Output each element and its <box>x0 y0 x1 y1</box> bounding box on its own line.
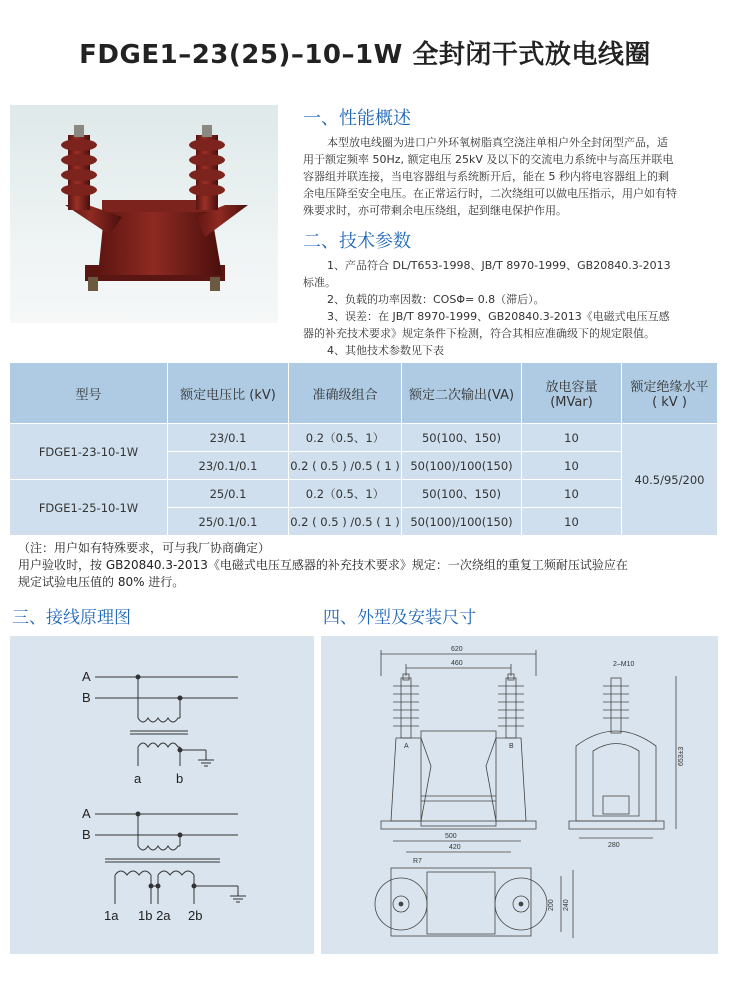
note-line: 规定试验电压值的 80% 进行。 <box>18 575 185 589</box>
cell-ratio: 23/0.1 <box>168 424 289 452</box>
th-capacity-l2: (MVar) <box>550 395 593 410</box>
label-a: a <box>134 771 142 786</box>
technical-text <box>303 257 718 359</box>
cell-output: 50(100)/100(150) <box>402 508 522 536</box>
text-line: 殊要求时，亦可带剩余电压绕组，起到继电保护作用。 <box>303 204 567 217</box>
th-ratio: 额定电压比 (kV) <box>168 363 289 424</box>
dim-240: 240 <box>563 899 570 911</box>
heading-technical: 二、技术参数 <box>303 231 411 252</box>
th-insulation-l1: 额定绝缘水平 <box>630 380 709 395</box>
cell-accuracy: 0.2 ( 0.5 ) /0.5 ( 1 ) <box>289 508 402 536</box>
product-photo <box>10 105 278 323</box>
outline-drawing-panel <box>321 636 718 954</box>
transformer-image <box>10 105 278 323</box>
text-line: 1、产品符合 DL/T653-1998、JB/T 8970-1999、GB20840.3-2013 <box>327 259 671 272</box>
cell-output: 50(100、150) <box>402 480 522 508</box>
note-line: （注：用户如有特殊要求，可与我厂协商确定） <box>18 541 271 555</box>
dim-620: 620 <box>451 646 463 653</box>
heading-performance: 一、性能概述 <box>303 108 411 129</box>
spec-table <box>10 363 718 536</box>
acceptance-note <box>18 540 723 591</box>
th-insulation <box>622 363 718 424</box>
dim-280: 280 <box>608 842 620 849</box>
terminal-A: A <box>404 743 409 750</box>
cell-model: FDGE1-23-10-1W <box>10 424 168 480</box>
note-line: 用户验收时，按 GB20840.3-2013《电磁式电压互感器的补充技术要求》规定：一次绕组的重复工频耐压试验应在 <box>18 558 628 572</box>
th-output: 额定二次输出(VA) <box>402 363 522 424</box>
cell-capacity: 10 <box>522 424 622 452</box>
text-line: 标准。 <box>303 276 336 289</box>
th-capacity <box>522 363 622 424</box>
table-header-row <box>10 363 718 424</box>
performance-text <box>303 134 718 219</box>
text-line: 3、误差：在 JB/T 8970-1999、GB20840.3-2013《电磁式电压互感 <box>327 310 670 323</box>
th-insulation-l2: ( kV ) <box>652 395 687 410</box>
wiring-diagram <box>10 636 314 954</box>
label-A2: A <box>82 806 91 821</box>
dim-653: 653±3 <box>678 746 685 766</box>
cell-ratio: 25/0.1 <box>168 480 289 508</box>
label-1a: 1a <box>104 908 119 923</box>
text-line: 本型放电线圈为进口户外环氧树脂真空浇注单相户外全封闭型产品，适 <box>327 136 668 149</box>
cell-output: 50(100)/100(150) <box>402 452 522 480</box>
heading-wiring: 三、接线原理图 <box>12 608 131 628</box>
terminal-B: B <box>509 743 514 750</box>
table-row <box>10 424 718 452</box>
cell-accuracy: 0.2（0.5、1） <box>289 480 402 508</box>
outline-drawing <box>321 636 718 954</box>
cell-model: FDGE1-25-10-1W <box>10 480 168 536</box>
text-line: 器的补充技术要求》规定条件下检测，符合其相应准确级下的规定限值。 <box>303 327 655 340</box>
cell-insulation: 40.5/95/200 <box>622 424 718 536</box>
wiring-diagram-panel <box>10 636 314 954</box>
dim-r7: R7 <box>413 858 422 865</box>
cell-capacity: 10 <box>522 480 622 508</box>
label-B: B <box>82 690 91 705</box>
dim-200: 200 <box>548 899 555 911</box>
th-accuracy: 准确级组合 <box>289 363 402 424</box>
cell-output: 50(100、150) <box>402 424 522 452</box>
page-title: FDGE1–23(25)–10–1W 全封闭干式放电线圈 <box>79 40 651 70</box>
dim-460: 460 <box>451 660 463 667</box>
dim-bolt: 2–M10 <box>613 661 635 668</box>
label-B2: B <box>82 827 91 842</box>
cell-ratio: 25/0.1/0.1 <box>168 508 289 536</box>
cell-accuracy: 0.2 ( 0.5 ) /0.5 ( 1 ) <box>289 452 402 480</box>
label-A: A <box>82 669 91 684</box>
dim-500: 500 <box>445 833 457 840</box>
cell-capacity: 10 <box>522 508 622 536</box>
bushing-left <box>393 674 419 738</box>
dim-420: 420 <box>449 844 461 851</box>
cell-ratio: 23/0.1/0.1 <box>168 452 289 480</box>
label-1b2a: 1b 2a <box>138 908 171 923</box>
th-model: 型号 <box>10 363 168 424</box>
text-line: 容器组并联连接，当电容器组与系统断开后，能在 5 秒内将电容器组上的剩 <box>303 170 669 183</box>
label-2b: 2b <box>188 908 203 923</box>
text-line: 用于额定频率 50Hz, 额定电压 25kV 及以下的交流电力系统中与高压并联电 <box>303 153 674 166</box>
text-line: 4、其他技术参数见下表 <box>327 344 444 357</box>
label-b: b <box>176 771 184 786</box>
heading-outline: 四、外型及安装尺寸 <box>323 608 476 628</box>
cell-capacity: 10 <box>522 452 622 480</box>
cell-accuracy: 0.2（0.5、1） <box>289 424 402 452</box>
th-capacity-l1: 放电容量 <box>545 380 598 395</box>
text-line: 2、负载的功率因数：COSΦ= 0.8（滞后）。 <box>327 293 545 306</box>
table-row <box>10 480 718 508</box>
bushing-right <box>498 674 524 738</box>
text-line: 余电压降至安全电压。在正常运行时，二次绕组可以做电压指示，用户如有特 <box>303 187 677 200</box>
